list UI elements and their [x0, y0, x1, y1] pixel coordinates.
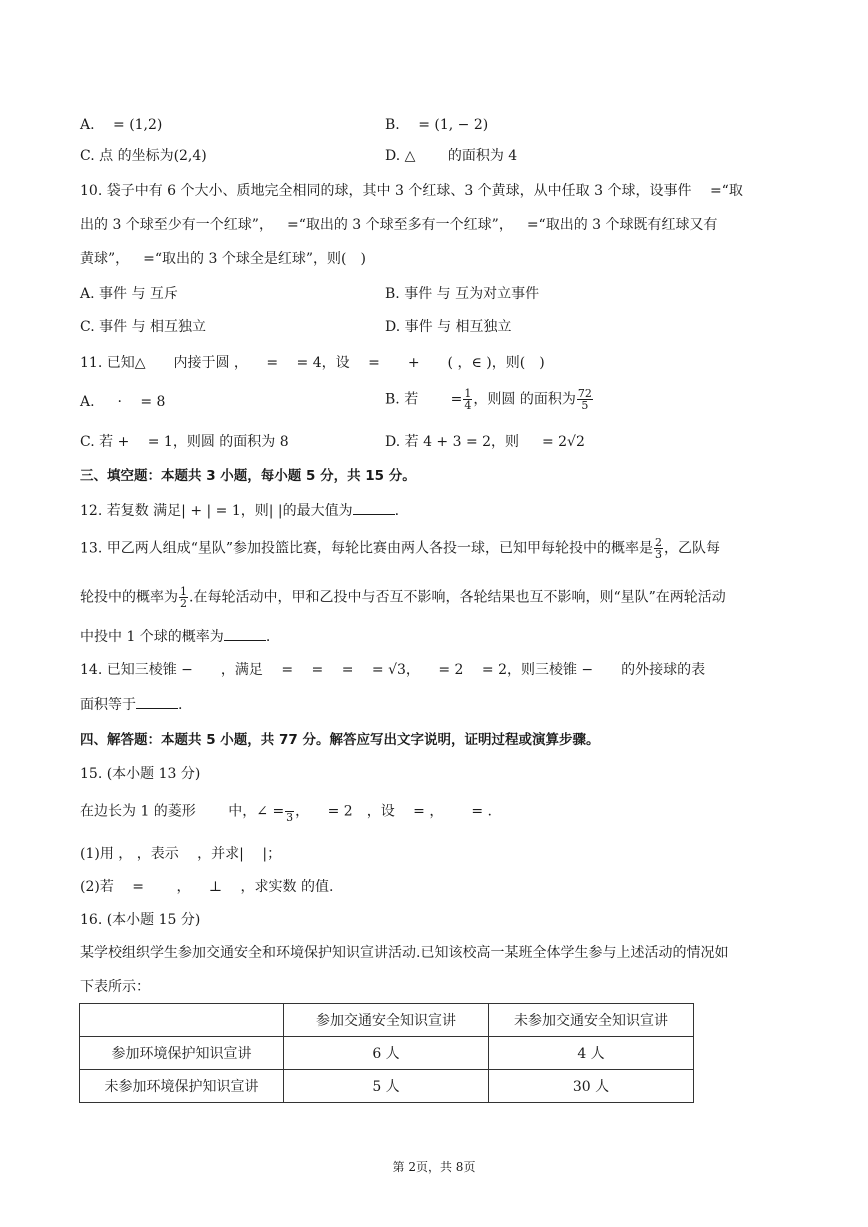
page-footer: 第 2页，共 8页	[392, 1160, 476, 1174]
q13-line3: 中投中 1 个球的概率为 .	[80, 629, 271, 645]
table-header-cell: 未参加交通安全知识宣讲	[489, 1004, 694, 1037]
table-cell: 6 人	[284, 1037, 489, 1070]
q16-stem-line2: 下表所示：	[80, 979, 150, 995]
table-header-cell	[80, 1004, 284, 1037]
table-row	[80, 1070, 694, 1103]
q11-option-b-mid: ，则圆 的面积为	[473, 391, 576, 408]
q15-part2: (2)若 = ， ⊥ ，求实数 的值.	[80, 879, 334, 895]
q9-option-a: A. = (1,2)	[80, 117, 163, 133]
q13-line2: 轮投中的概率为 $\frac{1}{2}$ .在每轮活动中，甲和乙投中与否互不影响，各轮结果也互不影响，则“星队”在两轮活动	[80, 585, 726, 610]
q16-stem-line1: 某学校组织学生参加交通安全和环境保护知识宣讲活动.已知该校高一某班全体学生参与上述活动的情况如	[80, 945, 729, 961]
q15-part1: (1)用 ， ，表示 ，并求| |；	[80, 846, 282, 862]
table-header-cell: 参加交通安全知识宣讲	[284, 1004, 489, 1037]
q15-heading: 15. (本小题 13 分)	[80, 766, 201, 782]
q12: 12. 若复数 满足| + | = 1，则| |的最大值为 .	[80, 503, 400, 519]
q11-option-c: C. 若 + = 1，则圆 的面积为 8	[80, 434, 289, 450]
fraction: $\frac{1}{4}$	[464, 387, 472, 412]
table-row	[80, 1037, 694, 1070]
section-3-heading: 三、填空题：本题共 3 小题，每小题 5 分，共 15 分。	[80, 468, 416, 484]
table-cell: 4 人	[489, 1037, 694, 1070]
q14-line1: 14. 已知三棱锥 − ，满足 = = = = √3， = 2 = 2，则三棱锥 − 的外接球的表	[80, 662, 706, 678]
q10-stem-line3: 黄球”， =“取出的 3 个球全是红球”，则( )	[80, 251, 366, 267]
q11-option-b	[385, 388, 594, 411]
table-cell: 参加环境保护知识宣讲	[80, 1037, 284, 1070]
q9-option-b: B. = (1, − 2)	[385, 117, 489, 133]
fraction: 3	[285, 800, 294, 823]
q15-stem: 在边长为 1 的菱形 中，∠ = 3 ， = 2 ，设 = ， = .	[80, 800, 492, 823]
table-cell: 未参加环境保护知识宣讲	[80, 1070, 284, 1103]
q16-heading: 16. (本小题 15 分)	[80, 912, 201, 928]
q11-stem: 11. 已知△ 内接于圆 ， = = 4，设 = + ( ，∈ )，则( )	[80, 355, 545, 371]
q10-option-d: D. 事件 与 相互独立	[385, 319, 512, 335]
q9-option-d: D. △ 的面积为 4	[385, 148, 518, 164]
table-cell: 5 人	[284, 1070, 489, 1103]
q10-stem-line2: 出的 3 个球至少有一个红球”， =“取出的 3 个球至多有一个红球”， =“取出的 3 个球既有红球又有	[80, 217, 718, 233]
q13-line1: 13. 甲乙两人组成“星队”参加投篮比赛，每轮比赛由两人各投一球，已知甲每轮投中的概率是 $\frac{2}{3}$ ，乙队每	[80, 536, 721, 561]
table-header-row	[80, 1004, 694, 1037]
q11-option-b-text: B. 若 =	[385, 391, 463, 408]
fraction: $\frac{72}{5}$	[577, 387, 592, 412]
fraction: $\frac{1}{2}$	[180, 585, 187, 610]
answer-blank	[353, 501, 395, 515]
activity-table	[79, 1003, 694, 1103]
answer-blank	[136, 695, 178, 709]
q11-option-a: A. · = 8	[80, 394, 166, 410]
fraction: $\frac{2}{3}$	[655, 536, 663, 561]
section-4-heading: 四、解答题：本题共 5 小题，共 77 分。解答应写出文字说明，证明过程或演算步骤。	[80, 732, 600, 748]
table-cell: 30 人	[489, 1070, 694, 1103]
q9-option-c: C. 点 的坐标为(2,4)	[80, 148, 207, 164]
answer-blank	[224, 627, 266, 641]
q10-stem-line1: 10. 袋子中有 6 个大小、质地完全相同的球，其中 3 个红球、3 个黄球，从中任取 3 个球，设事件 =“取	[80, 183, 743, 199]
q10-option-b: B. 事件 与 互为对立事件	[385, 286, 540, 302]
q10-option-c: C. 事件 与 相互独立	[80, 319, 207, 335]
q11-option-d: D. 若 4 + 3 = 2，则 = 2√2	[385, 434, 585, 450]
q14-line2: 面积等于 .	[80, 697, 183, 713]
q10-option-a: A. 事件 与 互斥	[80, 286, 178, 302]
